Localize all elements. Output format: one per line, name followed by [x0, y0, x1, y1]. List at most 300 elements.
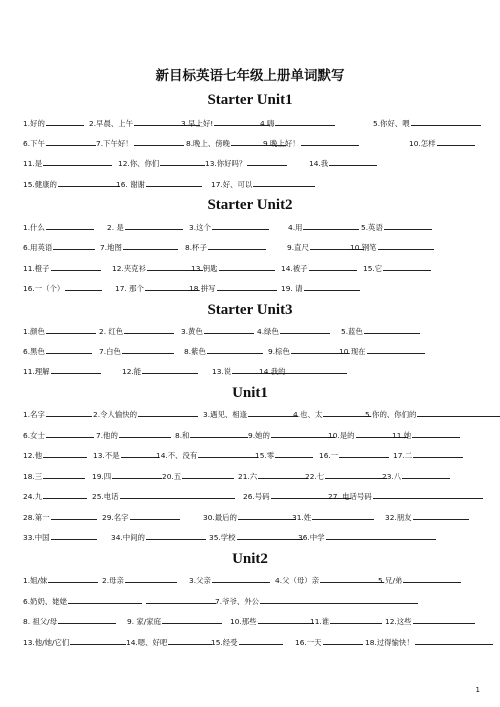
answer-blank[interactable] [384, 220, 432, 230]
vocab-item [392, 428, 460, 443]
answer-blank[interactable] [280, 324, 330, 334]
vocab-prompt: 20.五 [162, 472, 182, 481]
vocab-item [162, 489, 235, 499]
vocab-item [73, 156, 112, 166]
section-title: Starter Unit3 [207, 302, 293, 318]
answer-blank[interactable] [275, 116, 335, 126]
answer-blank[interactable] [163, 489, 235, 499]
vocab-item [23, 220, 94, 235]
vocab-item [337, 594, 418, 604]
answer-blank[interactable] [123, 240, 178, 250]
answer-blank[interactable] [74, 156, 112, 166]
vocab-item [378, 573, 461, 588]
vocab-item [248, 428, 335, 443]
answer-blank[interactable] [51, 510, 97, 520]
vocab-item [23, 614, 116, 629]
answer-blank[interactable] [239, 635, 283, 645]
vocab-prompt: 13.不是 [93, 451, 120, 460]
vocab-item [328, 489, 483, 504]
answer-blank[interactable] [373, 489, 483, 499]
answer-blank[interactable] [46, 136, 96, 146]
vocab-prompt: 17.好、可以 [211, 180, 253, 189]
vocab-item [145, 594, 216, 604]
vocab-item [255, 448, 313, 463]
answer-blank[interactable] [258, 469, 308, 479]
vocab-row [23, 324, 478, 338]
vocab-row [23, 635, 478, 649]
vocab-prompt: 11.谁 [310, 617, 330, 626]
vocab-prompt: 8.杯子 [185, 243, 207, 252]
vocab-item [310, 614, 382, 629]
answer-blank[interactable] [43, 469, 85, 479]
vocab-prompt: 14.我的 [259, 367, 286, 376]
vocab-prompt: 12.夹克衫 [112, 264, 146, 273]
vocab-prompt: 23.八 [382, 472, 402, 481]
answer-blank[interactable] [320, 573, 384, 583]
vocab-row [23, 364, 478, 378]
answer-blank[interactable] [146, 177, 202, 187]
vocab-item [181, 324, 254, 339]
vocab-prompt: 4.用 [288, 223, 303, 232]
answer-blank[interactable] [253, 177, 315, 187]
answer-blank[interactable] [309, 261, 357, 271]
vocab-prompt: 10.现在 [339, 347, 366, 356]
answer-blank[interactable] [383, 261, 431, 271]
vocab-prompt: 13.说 [212, 367, 232, 376]
vocab-prompt: 4.绿色 [257, 327, 279, 336]
answer-blank[interactable] [58, 614, 116, 624]
vocab-prompt: 11.她 [392, 431, 412, 440]
answer-blank[interactable] [301, 136, 359, 146]
vocab-prompt: 18.三 [23, 472, 43, 481]
vocab-item [100, 240, 178, 255]
vocab-prompt: 14.我 [309, 159, 329, 168]
vocab-item [281, 281, 360, 296]
vocab-row [23, 136, 478, 150]
vocab-item [409, 136, 475, 151]
vocab-prompt: 36.中学 [298, 533, 325, 542]
answer-blank[interactable] [437, 136, 475, 146]
vocab-item [23, 510, 97, 525]
answer-blank[interactable] [312, 510, 374, 520]
vocab-prompt: 9.她的 [248, 431, 270, 440]
answer-blank[interactable] [65, 281, 102, 291]
vocab-item [339, 344, 425, 359]
vocab-item [393, 448, 463, 463]
vocab-item [230, 614, 314, 629]
vocab-prompt: 18.拼写 [189, 284, 216, 293]
answer-blank[interactable] [53, 240, 95, 250]
answer-blank[interactable] [330, 614, 382, 624]
answer-blank[interactable] [339, 448, 389, 458]
vocab-prompt: 17.二 [393, 451, 413, 460]
vocab-prompt: 3.早上好! [181, 119, 214, 128]
vocab-item [319, 448, 389, 463]
answer-blank[interactable] [121, 448, 159, 458]
answer-blank[interactable] [364, 324, 420, 334]
vocab-prompt: 13.他/她/它们 [23, 638, 70, 647]
vocab-row [23, 177, 478, 191]
vocab-item [209, 530, 303, 545]
vocab-item [111, 530, 206, 545]
vocab-prompt: 7.下午好！ [96, 139, 133, 148]
vocab-prompt: 31.姓 [292, 513, 312, 522]
section-title: Starter Unit2 [207, 197, 293, 213]
vocab-prompt: 3.遇见、相逢 [203, 410, 248, 419]
vocab-prompt: 15.经受 [211, 638, 238, 647]
answer-blank[interactable] [134, 136, 184, 146]
answer-blank[interactable] [58, 177, 120, 187]
answer-blank[interactable] [190, 428, 248, 438]
answer-blank[interactable] [258, 614, 314, 624]
vocab-item [23, 469, 85, 484]
answer-blank[interactable] [248, 407, 298, 417]
vocab-item [102, 573, 177, 588]
answer-blank[interactable] [212, 573, 270, 583]
vocab-item [23, 136, 96, 151]
vocab-item [268, 344, 349, 359]
vocab-item [23, 594, 142, 609]
answer-blank[interactable] [46, 344, 92, 354]
vocab-row [23, 489, 478, 503]
vocab-prompt: 4.嗨 [260, 119, 275, 128]
vocab-prompt: 10.是的 [328, 431, 355, 440]
answer-blank[interactable] [122, 344, 174, 354]
vocab-item [23, 281, 102, 296]
vocab-item [23, 448, 87, 463]
vocab-item [215, 594, 356, 609]
answer-blank[interactable] [411, 116, 481, 126]
vocab-item [281, 261, 357, 276]
vocab-item [116, 177, 202, 192]
vocab-item [189, 573, 270, 588]
vocab-prompt: 29.名字 [102, 513, 129, 522]
answer-blank[interactable] [162, 614, 222, 624]
vocab-prompt: 16.一天 [295, 638, 322, 647]
vocab-row [23, 448, 478, 462]
vocab-item [23, 344, 92, 359]
vocab-item [23, 530, 97, 545]
vocab-prompt: 10.怎样 [409, 139, 436, 148]
answer-blank[interactable] [219, 261, 275, 271]
vocab-prompt: 28.第一 [23, 513, 50, 522]
vocab-item [96, 428, 171, 443]
answer-blank[interactable] [412, 428, 460, 438]
answer-blank[interactable] [198, 448, 258, 458]
answer-blank[interactable] [329, 156, 377, 166]
vocab-item [23, 364, 101, 379]
vocab-prompt: 6.奶奶、姥姥 [23, 597, 68, 606]
vocab-item [385, 510, 469, 525]
answer-blank[interactable] [182, 469, 234, 479]
vocab-row [23, 510, 478, 524]
answer-blank[interactable] [46, 220, 94, 230]
vocab-row [23, 594, 478, 608]
answer-blank[interactable] [124, 324, 174, 334]
answer-blank[interactable] [402, 469, 450, 479]
vocab-item [298, 530, 436, 545]
answer-blank[interactable] [217, 281, 277, 291]
vocab-prompt: 7.爷爷、外公 [215, 597, 260, 606]
vocab-item [122, 364, 198, 379]
vocab-prompt: 25.电话 [92, 492, 119, 501]
vocab-item [260, 116, 335, 131]
answer-blank[interactable] [303, 220, 359, 230]
answer-blank[interactable] [413, 614, 475, 624]
answer-blank[interactable] [125, 573, 177, 583]
vocab-prompt: 16. 谢谢 [116, 180, 145, 189]
vocab-prompt: 7.地图 [100, 243, 122, 252]
vocab-prompt: 15.零 [255, 451, 275, 460]
vocab-prompt: 5.兄/弟 [378, 576, 403, 585]
answer-blank[interactable] [415, 635, 493, 645]
vocab-item [341, 324, 420, 339]
answer-blank[interactable] [275, 448, 313, 458]
vocab-item [92, 469, 162, 484]
vocab-prompt: 7.他的 [96, 431, 118, 440]
vocab-prompt: 30.最后的 [203, 513, 237, 522]
vocab-prompt: 11.理解 [23, 367, 50, 376]
answer-blank[interactable] [304, 281, 360, 291]
answer-blank[interactable] [237, 530, 303, 540]
vocab-prompt: 12.能 [122, 367, 142, 376]
vocab-item [93, 407, 198, 422]
answer-blank[interactable] [403, 573, 461, 583]
vocab-prompt: 32.朋友 [385, 513, 412, 522]
vocab-prompt: 27. 电话号码 [328, 492, 372, 501]
vocab-prompt: 6.用英语 [23, 243, 53, 252]
answer-blank[interactable] [146, 594, 216, 604]
answer-blank[interactable] [378, 240, 434, 250]
vocab-prompt: 33.中国 [23, 533, 50, 542]
vocab-item [288, 220, 359, 235]
vocab-prompt: 8.紫色 [184, 347, 206, 356]
answer-blank[interactable] [212, 220, 269, 230]
page-title: 新目标英语七年级上册单词默写 [155, 68, 345, 84]
vocab-prompt: 15.健康的 [23, 180, 57, 189]
answer-blank[interactable] [338, 594, 418, 604]
vocab-prompt: 6.下午 [23, 139, 45, 148]
vocab-prompt: 3.父亲 [189, 576, 211, 585]
answer-blank[interactable] [325, 469, 387, 479]
vocab-row [23, 156, 478, 170]
vocab-prompt: 21.六 [238, 472, 258, 481]
vocab-item [23, 116, 84, 131]
answer-blank[interactable] [130, 510, 180, 520]
vocab-item [93, 448, 159, 463]
answer-blank[interactable] [204, 324, 254, 334]
vocab-prompt: 9.棕色 [268, 347, 290, 356]
vocab-item [238, 469, 308, 484]
vocab-prompt: 17. 那个 [115, 284, 144, 293]
vocab-row [23, 240, 478, 254]
vocab-item [385, 614, 475, 629]
answer-blank[interactable] [287, 364, 347, 374]
vocab-prompt: 1.姐/妹 [23, 576, 48, 585]
vocab-item [363, 261, 431, 276]
answer-blank[interactable] [323, 635, 363, 645]
vocab-row [23, 116, 478, 130]
vocab-item [305, 469, 387, 484]
vocab-prompt: 9.直尺 [287, 243, 309, 252]
vocab-prompt: 1.颜色 [23, 327, 45, 336]
vocab-prompt: 10.那些 [230, 617, 257, 626]
answer-blank[interactable] [46, 407, 92, 417]
vocab-item [107, 220, 183, 235]
answer-blank[interactable] [51, 364, 101, 374]
answer-blank[interactable] [43, 448, 87, 458]
vocab-row [23, 530, 478, 544]
answer-blank[interactable] [326, 530, 436, 540]
vocab-prompt: 5.你好、喂 [373, 119, 410, 128]
answer-blank[interactable] [413, 510, 469, 520]
answer-blank[interactable] [146, 530, 206, 540]
vocab-prompt: 6.黑色 [23, 347, 45, 356]
section-title: Unit2 [232, 551, 268, 567]
vocab-item [350, 240, 434, 255]
vocab-item [189, 220, 269, 235]
vocab-item [191, 261, 275, 276]
vocab-prompt: 12.这些 [385, 617, 412, 626]
vocab-prompt: 34.中间的 [111, 533, 145, 542]
vocab-prompt: 10.钢笔 [350, 243, 377, 252]
answer-blank[interactable] [142, 364, 198, 374]
vocab-row [23, 407, 478, 421]
answer-blank[interactable] [46, 428, 94, 438]
answer-blank[interactable] [413, 448, 463, 458]
vocab-prompt: 24.九 [23, 492, 43, 501]
answer-blank[interactable] [207, 344, 263, 354]
answer-blank[interactable] [70, 635, 126, 645]
vocab-item [263, 136, 359, 151]
vocab-item [295, 635, 363, 650]
vocab-prompt: 11.是 [23, 159, 43, 168]
vocab-item [361, 220, 432, 235]
vocab-item [203, 407, 298, 422]
vocab-item [23, 240, 95, 255]
section-title: Unit1 [232, 385, 268, 401]
vocab-prompt: 14.嗯、好吧 [126, 638, 168, 647]
vocab-prompt: 16.一 [319, 451, 339, 460]
vocab-item [112, 261, 203, 276]
vocab-item [23, 428, 94, 443]
vocab-item [23, 324, 96, 339]
vocab-item [156, 448, 258, 463]
vocab-item [118, 156, 205, 171]
answer-blank[interactable] [271, 428, 335, 438]
vocab-prompt: 11.橙子 [23, 264, 50, 273]
vocab-prompt: 7.白色 [99, 347, 121, 356]
vocab-prompt: 8.晚上、傍晚 [186, 139, 231, 148]
vocab-prompt: 6.女士 [23, 431, 45, 440]
vocab-item [205, 156, 287, 171]
vocab-prompt: 5.蓝色 [341, 327, 363, 336]
vocab-prompt: 1.好的 [23, 119, 45, 128]
answer-blank[interactable] [68, 594, 142, 604]
answer-blank[interactable] [367, 344, 425, 354]
vocab-item [211, 177, 315, 192]
answer-blank[interactable] [112, 469, 162, 479]
vocab-prompt: 5.你的、你们的 [365, 410, 417, 419]
vocab-prompt: 4.父（母）亲 [275, 576, 320, 585]
vocab-item [292, 510, 374, 525]
vocab-prompt: 1.什么 [23, 223, 45, 232]
answer-blank[interactable] [46, 116, 84, 126]
vocab-item [309, 156, 377, 171]
answer-blank[interactable] [168, 635, 212, 645]
answer-blank[interactable] [417, 407, 500, 417]
vocab-item [184, 344, 263, 359]
vocab-prompt: 9.晚上好！ [263, 139, 300, 148]
vocab-prompt: 4.也、太 [293, 410, 323, 419]
answer-blank[interactable] [48, 573, 98, 583]
answer-blank[interactable] [160, 156, 205, 166]
vocab-item [365, 635, 493, 650]
vocab-item [23, 407, 92, 422]
vocab-row [23, 281, 478, 295]
vocab-prompt: 14.被子 [281, 264, 308, 273]
vocab-prompt: 2. 是 [107, 223, 124, 232]
vocab-item [126, 635, 212, 650]
answer-blank[interactable] [208, 240, 266, 250]
answer-blank[interactable] [119, 428, 171, 438]
vocab-row [23, 428, 478, 442]
vocab-item [203, 510, 296, 525]
vocab-item [257, 324, 330, 339]
vocab-row [23, 469, 478, 483]
answer-blank[interactable] [247, 156, 287, 166]
answer-blank[interactable] [46, 324, 96, 334]
vocab-prompt: 3.这个 [189, 223, 211, 232]
vocab-item [23, 573, 98, 588]
section-title: Starter Unit1 [207, 92, 293, 108]
vocab-item [211, 635, 283, 650]
answer-blank[interactable] [238, 510, 296, 520]
answer-blank[interactable] [138, 407, 198, 417]
vocab-prompt: 26.号码 [243, 492, 270, 501]
vocab-item [185, 240, 266, 255]
vocab-item [293, 407, 371, 422]
vocab-item [99, 324, 174, 339]
vocab-prompt: 12.你、你们 [118, 159, 160, 168]
vocab-prompt: 16.一（个） [23, 284, 65, 293]
vocab-item [275, 573, 384, 588]
page-number: 1 [475, 686, 480, 694]
answer-blank[interactable] [51, 261, 101, 271]
vocab-prompt: 19. 请 [281, 284, 303, 293]
vocab-item [175, 428, 248, 443]
vocab-prompt: 9. 家/家庭 [127, 617, 162, 626]
vocab-prompt: 5.英语 [361, 223, 383, 232]
vocab-row [23, 220, 478, 234]
vocab-item [259, 364, 347, 379]
answer-blank[interactable] [43, 489, 87, 499]
vocab-row [23, 261, 478, 275]
vocab-item [115, 281, 199, 296]
vocab-item [382, 469, 450, 484]
answer-blank[interactable] [125, 220, 183, 230]
vocab-prompt: 19.四 [92, 472, 112, 481]
vocab-prompt: 13.你好吗？ [205, 159, 247, 168]
vocab-item [23, 635, 126, 650]
vocab-prompt: 12.他 [23, 451, 43, 460]
vocab-item [102, 510, 180, 525]
vocab-prompt: 22.七 [305, 472, 325, 481]
vocab-row [23, 344, 478, 358]
answer-blank[interactable] [51, 530, 97, 540]
vocab-prompt: 13.钥匙 [191, 264, 218, 273]
vocab-prompt: 14.不、没有 [156, 451, 198, 460]
